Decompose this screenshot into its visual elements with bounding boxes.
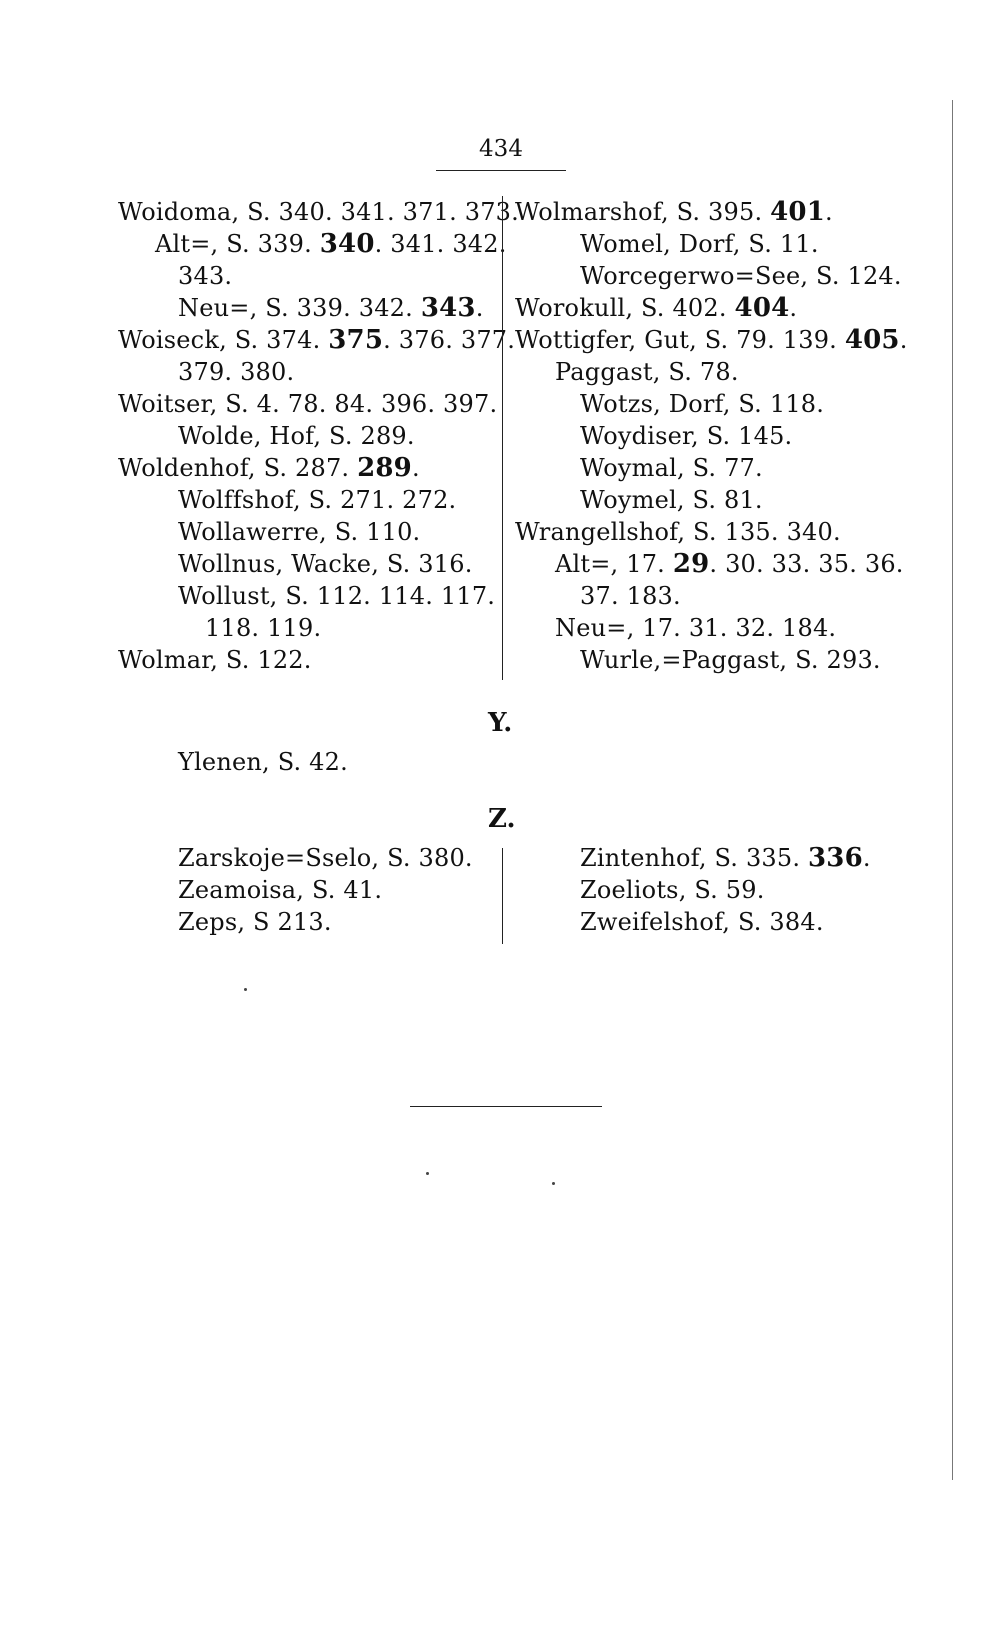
index-entry [178, 484, 456, 516]
index-entry [155, 228, 507, 260]
index-entry [555, 548, 904, 580]
entry-text: Neu=, S. 339. 342. [178, 294, 421, 322]
entry-text: Wolmarshof, S. 395. [515, 198, 771, 226]
entry-text: Zeamoisa, S. 41. [178, 876, 383, 904]
index-entry [580, 420, 792, 452]
entry-text: Wurle,=Paggast, S. 293. [580, 646, 881, 674]
entry-text: Woymal, S. 77. [580, 454, 763, 482]
index-entry [178, 548, 473, 580]
index-entry [178, 292, 484, 324]
index-entry [515, 292, 797, 324]
index-entry [178, 580, 495, 612]
entry-text-after: . [862, 844, 871, 872]
entry-text: Alt=, 17. [555, 550, 673, 578]
entry-text-after: . [475, 294, 484, 322]
entry-text: Neu=, 17. 31. 32. 184. [555, 614, 837, 642]
section-letter-y: Y. [488, 708, 513, 738]
entry-text: Wolmar, S. 122. [118, 646, 312, 674]
page-number: 434 [479, 136, 523, 162]
entry-text: Woidoma, S. 340. 341. 371. 373. [118, 198, 519, 226]
index-entry [178, 906, 332, 938]
entry-text: 118. 119. [205, 614, 322, 642]
entry-text: Woiseck, S. 374. [118, 326, 329, 354]
index-entry [515, 324, 908, 356]
entry-bold-page: 404 [734, 293, 790, 323]
entry-text-after: . 376. 377. [383, 326, 516, 354]
index-entry [555, 356, 739, 388]
index-entry [178, 842, 473, 874]
entry-text: Paggast, S. 78. [555, 358, 739, 386]
entry-text: Wollnus, Wacke, S. 316. [178, 550, 473, 578]
ink-speck [552, 1182, 555, 1185]
entry-text: Worokull, S. 402. [515, 294, 735, 322]
index-entry [555, 612, 836, 644]
index-entry [178, 874, 382, 906]
index-entry [580, 452, 763, 484]
entry-text: 343. [178, 262, 233, 290]
entry-text: Zeps, S 213. [178, 908, 332, 936]
entry-text: Zoeliots, S. 59. [580, 876, 765, 904]
entry-bold-page: 340 [319, 229, 375, 259]
index-entry [580, 874, 765, 906]
entry-text-after: . 341. 342. [374, 230, 507, 258]
index-entry [178, 420, 415, 452]
entry-text: Zintenhof, S. 335. [580, 844, 809, 872]
entry-text: Wottigfer, Gut, S. 79. 139. [515, 326, 845, 354]
entry-text-after: . [825, 198, 833, 226]
page-number-rule [436, 170, 566, 171]
page-edge-line [952, 100, 953, 1480]
entry-text: Wolde, Hof, S. 289. [178, 422, 415, 450]
z-column-divider [502, 848, 503, 944]
ink-speck [426, 1172, 429, 1175]
index-entry [118, 196, 519, 228]
entry-text: Ylenen, S. 42. [178, 748, 348, 776]
index-entry [580, 260, 902, 292]
entry-text: Zarskoje=Sselo, S. 380. [178, 844, 473, 872]
entry-text: Womel, Dorf, S. 11. [580, 230, 819, 258]
entry-bold-page: 29 [672, 549, 710, 579]
index-entry [178, 516, 420, 548]
entry-text: Worcegerwo=See, S. 124. [580, 262, 902, 290]
entry-text-after: . [899, 326, 908, 354]
index-entry [580, 580, 681, 612]
entry-text: Woldenhof, S. 287. [118, 454, 358, 482]
index-entry [118, 452, 420, 484]
entry-text: Woydiser, S. 145. [580, 422, 793, 450]
index-entry [178, 746, 348, 778]
entry-text: Wollawerre, S. 110. [178, 518, 421, 546]
entry-text: Woymel, S. 81. [580, 486, 763, 514]
entry-text: Wolffshof, S. 271. 272. [178, 486, 457, 514]
entry-text: 379. 380. [178, 358, 295, 386]
entry-text-after: . 30. 33. 35. 36. [709, 550, 904, 578]
index-entry [580, 388, 824, 420]
index-entry [580, 906, 824, 938]
entry-bold-page: 343 [420, 293, 476, 323]
index-entry [118, 388, 497, 420]
index-entry [580, 842, 871, 874]
entry-bold-page: 375 [328, 325, 384, 355]
index-entry [515, 196, 833, 228]
entry-text-after: . [411, 454, 420, 482]
index-entry [580, 228, 819, 260]
end-rule [410, 1106, 602, 1107]
index-entry [118, 324, 515, 356]
index-entry [178, 260, 232, 292]
entry-text: Alt=, S. 339. [155, 230, 320, 258]
entry-text-after: . [789, 294, 798, 322]
index-entry [205, 612, 321, 644]
index-entry [178, 356, 294, 388]
index-entry [118, 644, 312, 676]
index-entry [515, 516, 841, 548]
entry-bold-page: 405 [844, 325, 900, 355]
ink-speck [244, 988, 247, 991]
index-entry [580, 644, 881, 676]
entry-bold-page: 336 [808, 843, 863, 873]
section-letter-z: Z. [488, 804, 516, 834]
w-column-divider [502, 196, 503, 680]
entry-text: Woitser, S. 4. 78. 84. 396. 397. [118, 390, 498, 418]
index-entry [580, 484, 763, 516]
entry-text: 37. 183. [580, 582, 681, 610]
entry-text: Wollust, S. 112. 114. 117. [178, 582, 496, 610]
entry-bold-page: 401 [770, 197, 825, 227]
entry-text: Wrangellshof, S. 135. 340. [515, 518, 841, 546]
entry-bold-page: 289 [357, 453, 412, 483]
entry-text: Zweifelshof, S. 384. [580, 908, 824, 936]
entry-text: Wotzs, Dorf, S. 118. [580, 390, 825, 418]
